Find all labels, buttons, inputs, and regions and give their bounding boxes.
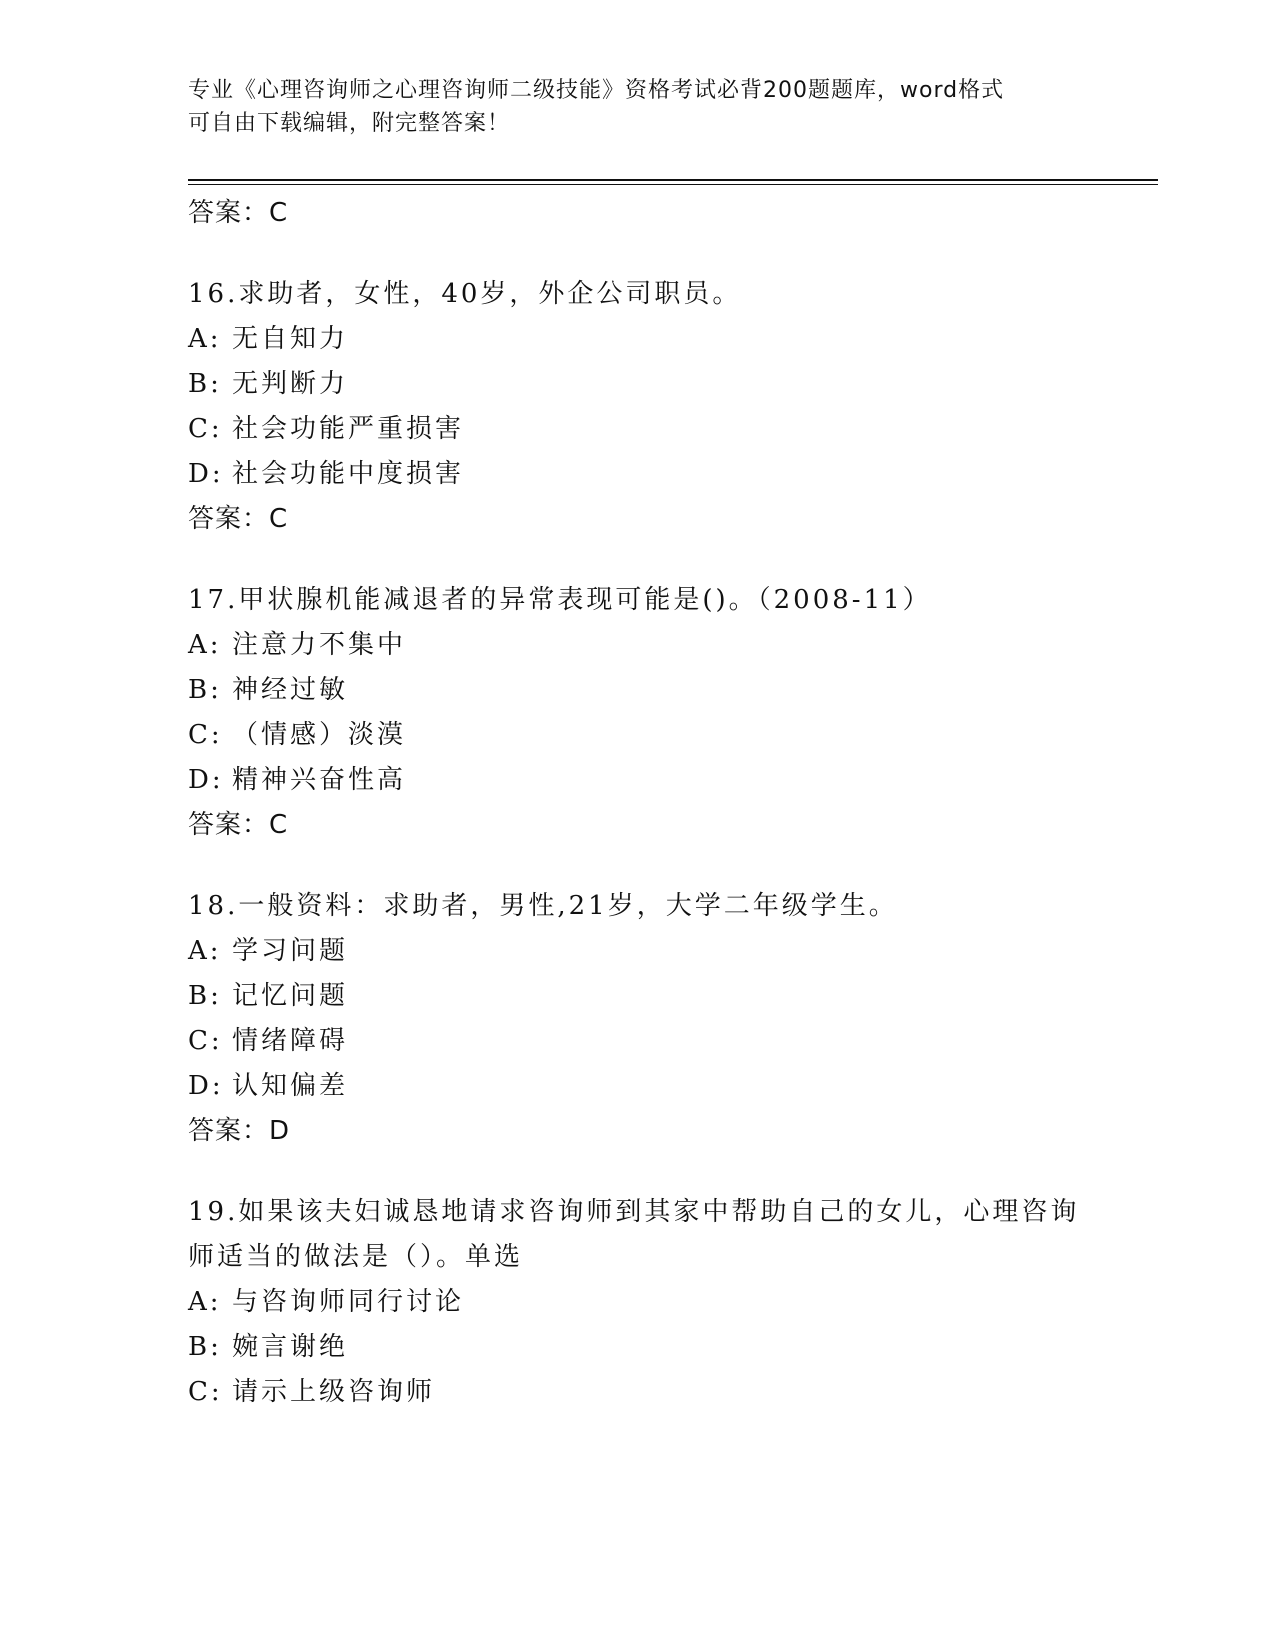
option-letter: A: (188, 630, 222, 660)
option-19-a (188, 1280, 1088, 1325)
option-17-b (188, 668, 1088, 713)
answer-18: 答案：D (188, 1116, 291, 1146)
answer-15: 答案：C (188, 198, 289, 228)
option-text: 社会功能严重损害 (232, 414, 465, 444)
question-16: 16.求助者，女性，40岁，外企公司职员。 (188, 279, 742, 309)
option-16-c (188, 407, 1088, 452)
option-letter: D: (188, 765, 224, 795)
option-letter: D: (188, 1071, 224, 1101)
option-letter: C: (188, 1377, 223, 1407)
option-19-c (188, 1370, 1088, 1415)
option-16-a (188, 317, 1088, 362)
question-19-line-1: 19.如果该夫妇诚恳地请求咨询师到其家中帮助自己的女儿，心理咨询 (188, 1197, 1080, 1227)
option-text: 注意力不集中 (232, 630, 407, 660)
option-letter: A: (188, 936, 222, 966)
option-letter: B: (188, 369, 222, 399)
option-text: 无自知力 (232, 324, 349, 354)
option-18-c (188, 1019, 1088, 1064)
option-18-b (188, 974, 1088, 1019)
header-divider-thick (188, 179, 1158, 181)
option-text: 婉言谢绝 (232, 1332, 349, 1362)
option-text: 记忆问题 (232, 981, 349, 1011)
page-header (188, 74, 1088, 140)
option-text: 与咨询师同行讨论 (232, 1287, 465, 1317)
header-divider-thin (188, 184, 1158, 185)
option-17-a (188, 623, 1088, 668)
option-letter: B: (188, 981, 222, 1011)
question-19 (188, 1190, 1088, 1280)
option-18-d (188, 1064, 1088, 1109)
option-18-a (188, 929, 1088, 974)
header-line-1: 专业《心理咨询师之心理咨询师二级技能》资格考试必背200题题库，word格式 (188, 78, 1005, 103)
question-19-line-2: 师适当的做法是（）。单选 (188, 1242, 524, 1272)
option-text: 学习问题 (232, 936, 349, 966)
option-letter: B: (188, 675, 222, 705)
answer-16: 答案：C (188, 504, 289, 534)
option-19-b (188, 1325, 1088, 1370)
option-text: 精神兴奋性高 (232, 765, 407, 795)
document-body (188, 191, 1088, 1415)
option-letter: B: (188, 1332, 222, 1362)
option-text: 认知偏差 (232, 1071, 349, 1101)
option-text: 请示上级咨询师 (232, 1377, 436, 1407)
option-16-d (188, 452, 1088, 497)
option-text: 情绪障碍 (232, 1026, 349, 1056)
option-text: 社会功能中度损害 (232, 459, 465, 489)
option-letter: D: (188, 459, 224, 489)
answer-17: 答案：C (188, 810, 289, 840)
option-17-d (188, 758, 1088, 803)
option-letter: C: (188, 720, 223, 750)
option-letter: C: (188, 1026, 223, 1056)
question-18: 18.一般资料：求助者，男性,21岁，大学二年级学生。 (188, 891, 898, 921)
option-letter: C: (188, 414, 223, 444)
option-16-b (188, 362, 1088, 407)
option-text: （情感）淡漠 (232, 720, 407, 750)
option-letter: A: (188, 324, 222, 354)
option-text: 无判断力 (232, 369, 349, 399)
option-letter: A: (188, 1287, 222, 1317)
header-line-2: 可自由下载编辑，附完整答案！ (188, 111, 511, 136)
option-17-c (188, 713, 1088, 758)
option-text: 神经过敏 (232, 675, 349, 705)
question-17: 17.甲状腺机能减退者的异常表现可能是()。（2008-11） (188, 585, 932, 615)
